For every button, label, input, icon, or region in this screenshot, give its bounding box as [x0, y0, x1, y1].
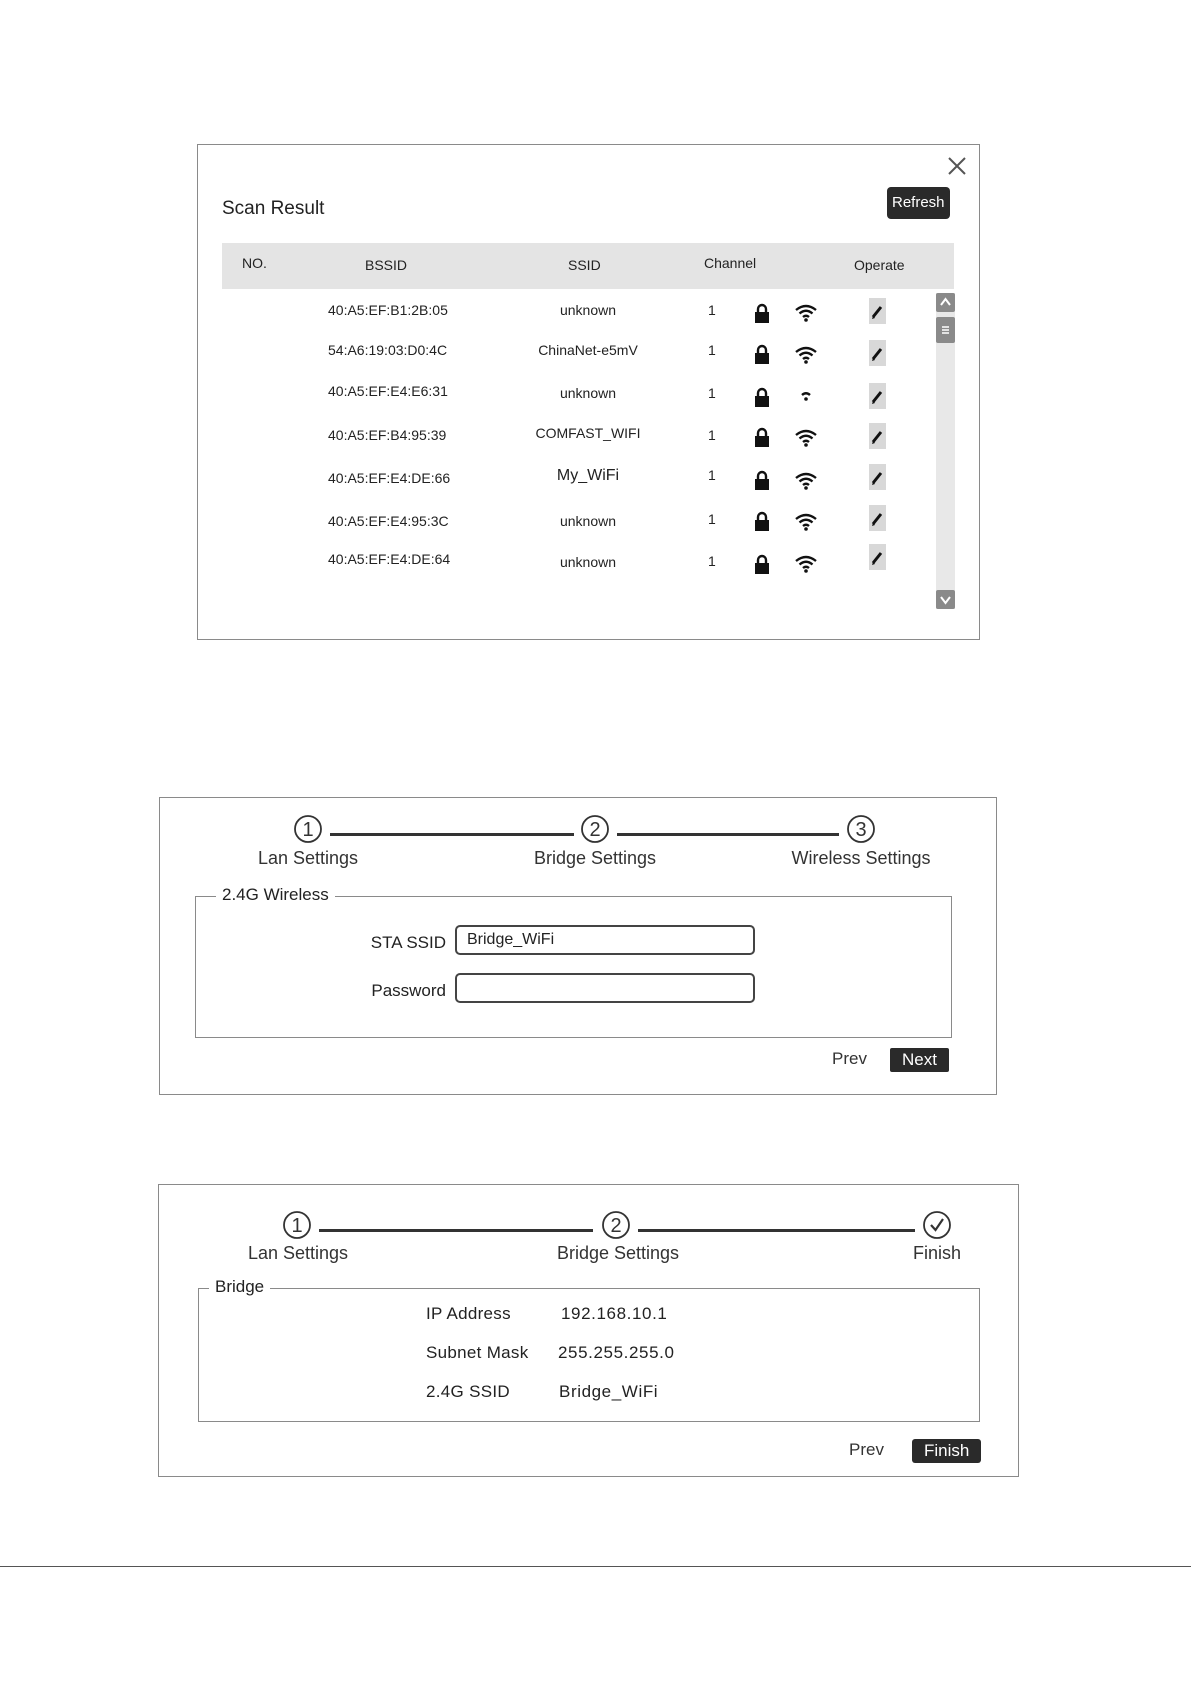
bssid-cell: 40:A5:EF:E4:DE:64 [328, 551, 451, 567]
scan-result-dialog [197, 144, 980, 640]
edit-button[interactable] [869, 423, 886, 449]
table-row [198, 501, 958, 541]
svg-text:2: 2 [589, 819, 601, 841]
scrollbar[interactable] [936, 293, 955, 609]
step-label-lan: Lan Settings [247, 1243, 349, 1263]
channel-cell: 1 [708, 427, 716, 443]
svg-text:3: 3 [855, 819, 867, 841]
next-button[interactable]: Next [890, 1048, 949, 1072]
table-row [198, 540, 958, 580]
step-label-wireless: Wireless Settings [791, 848, 931, 868]
table-row [198, 458, 958, 498]
step-label-finish: Finish [912, 1243, 962, 1263]
finish-button[interactable]: Finish [912, 1439, 981, 1463]
column-header-channel: Channel [704, 255, 757, 271]
password-input[interactable] [455, 973, 755, 1003]
lock-icon [754, 387, 770, 407]
edit-button[interactable] [869, 505, 886, 531]
column-header-no: NO. [242, 255, 267, 271]
channel-cell: 1 [708, 467, 716, 483]
svg-text:1: 1 [302, 819, 314, 841]
svg-text:1: 1 [291, 1215, 303, 1237]
bssid-cell: 40:A5:EF:E4:DE:66 [328, 470, 451, 486]
ssid-cell: unknown [559, 385, 617, 401]
wifi-signal-full-icon [795, 555, 817, 573]
wifi-signal-full-icon [795, 513, 817, 531]
channel-cell: 1 [708, 511, 716, 527]
ssid-value: Bridge_WiFi [559, 1382, 659, 1401]
lock-icon [754, 427, 770, 447]
ssid-cell: unknown [559, 513, 617, 529]
channel-cell: 1 [708, 302, 716, 318]
step-connector [638, 1229, 915, 1232]
bssid-cell: 54:A6:19:03:D0:4C [328, 342, 448, 358]
step-3-icon [847, 815, 875, 843]
step-1-icon [283, 1211, 311, 1239]
step-connector [617, 833, 839, 836]
page-divider [0, 1566, 1191, 1567]
step-label-bridge: Bridge Settings [556, 1243, 680, 1263]
scroll-down-icon[interactable] [936, 590, 955, 609]
column-header-operate: Operate [854, 257, 905, 273]
lock-icon [754, 511, 770, 531]
ssid-cell: unknown [559, 554, 617, 570]
step-2-icon [581, 815, 609, 843]
wireless-section [195, 885, 952, 1038]
edit-button[interactable] [869, 464, 886, 490]
edit-button[interactable] [869, 383, 886, 409]
ssid-cell: ChinaNet-e5mV [538, 342, 638, 358]
ip-address-label: IP Address [426, 1304, 511, 1323]
ssid-cell: COMFAST_WIFI [535, 425, 641, 441]
wifi-signal-full-icon [795, 472, 817, 490]
wifi-signal-weak-icon [795, 387, 817, 405]
bssid-cell: 40:A5:EF:E4:E6:31 [328, 383, 448, 399]
scan-result-title: Scan Result [222, 198, 325, 219]
bssid-cell: 40:A5:EF:B1:2B:05 [328, 302, 448, 318]
wifi-signal-full-icon [795, 346, 817, 364]
refresh-button[interactable]: Refresh [887, 187, 950, 219]
lock-icon [754, 554, 770, 574]
edit-button[interactable] [869, 298, 886, 324]
wifi-signal-full-icon [795, 304, 817, 322]
bssid-cell: 40:A5:EF:E4:95:3C [328, 513, 449, 529]
channel-cell: 1 [708, 342, 716, 358]
edit-button[interactable] [869, 544, 886, 570]
bridge-section [198, 1277, 980, 1422]
ssid-cell: unknown [559, 302, 617, 318]
channel-cell: 1 [708, 385, 716, 401]
step-connector [330, 833, 574, 836]
table-row [198, 330, 958, 370]
scroll-thumb[interactable] [936, 317, 955, 343]
ip-address-value: 192.168.10.1 [561, 1304, 668, 1323]
wireless-settings-wizard [159, 797, 997, 1095]
table-row [198, 415, 958, 455]
sta-ssid-input[interactable]: Bridge_WiFi [455, 925, 755, 955]
table-row [198, 290, 958, 330]
edit-button[interactable] [869, 340, 886, 366]
section-title: Bridge [209, 1277, 270, 1297]
finish-wizard [158, 1184, 1019, 1477]
wifi-signal-full-icon [795, 429, 817, 447]
lock-icon [754, 303, 770, 323]
section-title: 2.4G Wireless [216, 885, 335, 905]
step-2-icon [602, 1211, 630, 1239]
channel-cell: 1 [708, 553, 716, 569]
prev-button[interactable]: Prev [832, 1049, 867, 1068]
scroll-up-icon[interactable] [936, 293, 955, 312]
ssid-cell: My_WiFi [556, 467, 620, 484]
ssid-label: 2.4G SSID [426, 1382, 510, 1401]
step-1-icon [294, 815, 322, 843]
prev-button[interactable]: Prev [849, 1440, 884, 1459]
password-label: Password [371, 981, 446, 1000]
lock-icon [754, 470, 770, 490]
subnet-mask-label: Subnet Mask [426, 1343, 529, 1362]
step-connector [319, 1229, 593, 1232]
step-label-lan: Lan Settings [257, 848, 359, 868]
sta-ssid-label: STA SSID [370, 933, 446, 952]
close-icon[interactable] [946, 155, 968, 177]
svg-text:2: 2 [610, 1215, 622, 1237]
subnet-mask-value: 255.255.255.0 [558, 1343, 675, 1362]
checkmark-icon [923, 1211, 951, 1239]
column-header-bssid: BSSID [365, 257, 408, 273]
table-row [198, 373, 958, 413]
lock-icon [754, 344, 770, 364]
table-header [222, 243, 954, 289]
column-header-ssid: SSID [568, 257, 601, 273]
bssid-cell: 40:A5:EF:B4:95:39 [328, 427, 447, 443]
step-label-bridge: Bridge Settings [533, 848, 657, 868]
